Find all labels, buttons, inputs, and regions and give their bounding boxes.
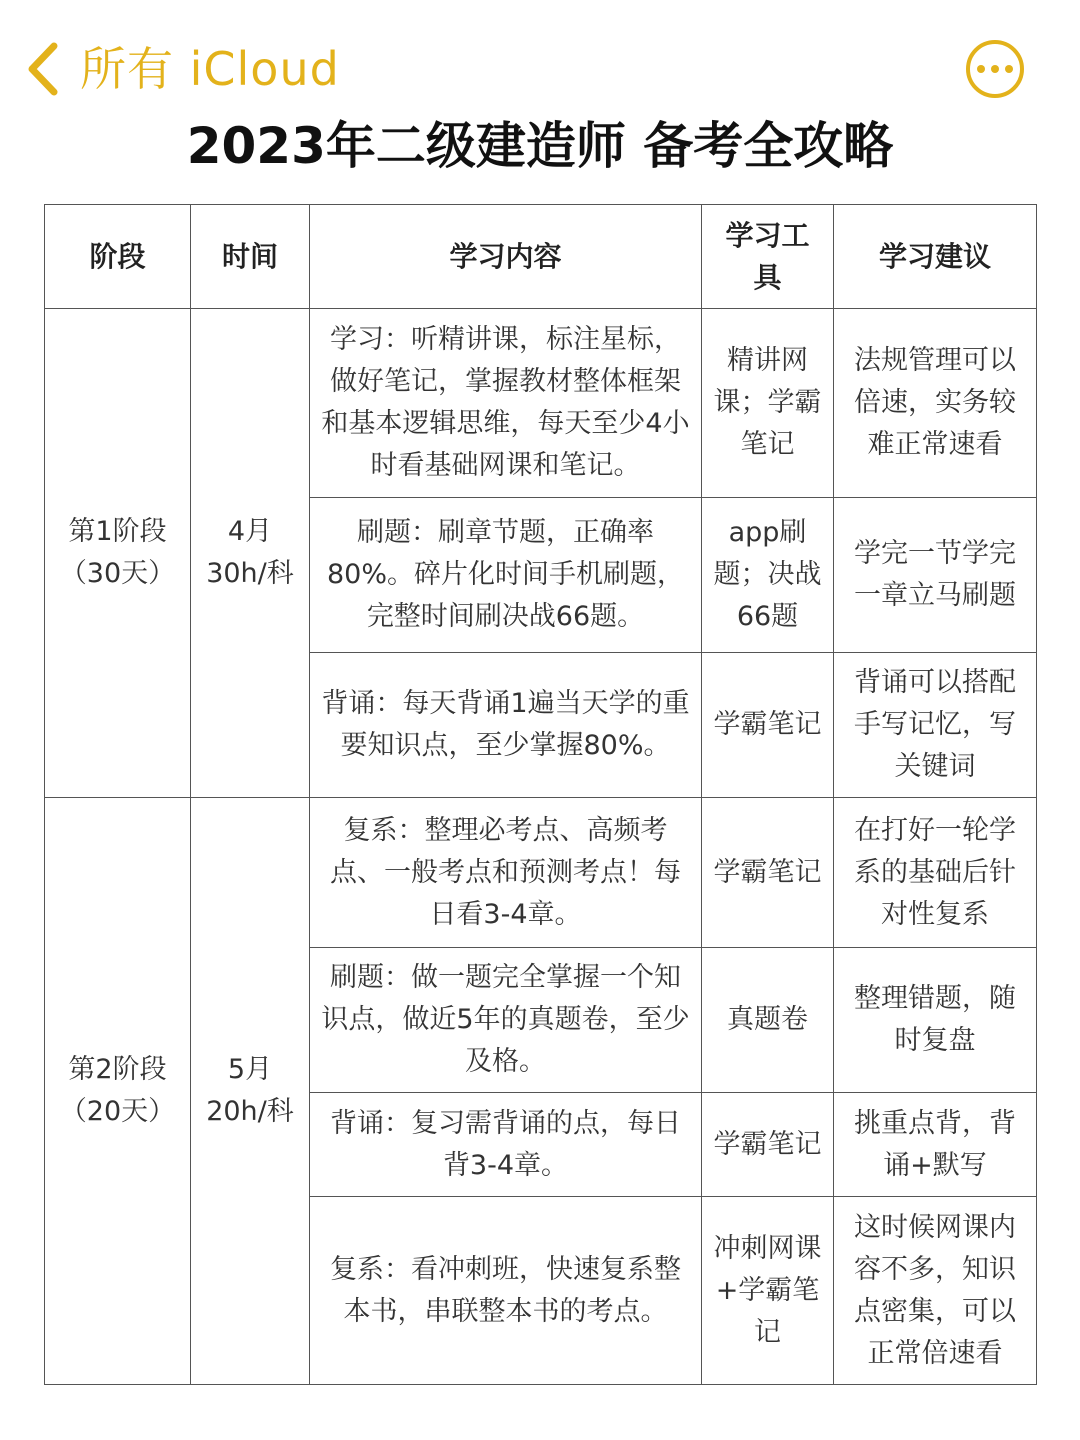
more-options-button[interactable] [966, 40, 1024, 98]
advice-cell: 学完一节学完一章立马刷题 [834, 498, 1037, 653]
advice-cell: 在打好一轮学系的基础后针对性复系 [834, 798, 1037, 948]
table-row [45, 798, 1037, 948]
content-cell: 复系：整理必考点、高频考点、一般考点和预测考点！每日看3-4章。 [310, 798, 702, 948]
tool-cell: 冲刺网课+学霸笔记 [702, 1197, 834, 1385]
content-cell: 学习：听精讲课，标注星标，做好笔记，掌握教材整体框架和基本逻辑思维，每天至少4小时看基础网课和笔记。 [310, 309, 702, 498]
header-content: 学习内容 [310, 205, 702, 309]
header-stage: 阶段 [45, 205, 191, 309]
back-button[interactable] [22, 36, 340, 102]
time-cell [191, 309, 310, 798]
tool-cell: 学霸笔记 [702, 653, 834, 798]
advice-cell: 整理错题，随时复盘 [834, 948, 1037, 1093]
advice-cell: 挑重点背，背诵+默写 [834, 1093, 1037, 1197]
content-cell: 背诵：复习需背诵的点，每日背3-4章。 [310, 1093, 702, 1197]
stage-label: 第1阶段 （30天） [59, 516, 176, 589]
time-label: 4月 30h/科 [206, 516, 294, 589]
study-plan-table [44, 204, 1037, 1385]
table-header-row [45, 205, 1037, 309]
stage-cell [45, 798, 191, 1385]
time-label: 5月 20h/科 [206, 1054, 294, 1127]
content-cell: 刷题：做一题完全掌握一个知识点，做近5年的真题卷，至少及格。 [310, 948, 702, 1093]
tool-cell: app刷题；决战66题 [702, 498, 834, 653]
chevron-left-icon [22, 40, 62, 98]
tool-cell: 学霸笔记 [702, 1093, 834, 1197]
header-tool: 学习工具 [702, 205, 834, 309]
tool-cell: 学霸笔记 [702, 798, 834, 948]
ellipsis-circle-icon [977, 65, 985, 73]
stage-cell [45, 309, 191, 798]
note-title: 2023年二级建造师 备考全攻略 [186, 117, 894, 175]
navigation-bar [0, 0, 1080, 110]
content-cell: 复系：看冲刺班，快速复系整本书，串联整本书的考点。 [310, 1197, 702, 1385]
header-advice: 学习建议 [834, 205, 1037, 309]
content-cell: 刷题：刷章节题，正确率80%。碎片化时间手机刷题，完整时间刷决战66题。 [310, 498, 702, 653]
content-cell: 背诵：每天背诵1遍当天学的重要知识点，至少掌握80%。 [310, 653, 702, 798]
back-label: 所有 iCloud [80, 42, 340, 96]
tool-cell: 精讲网课；学霸笔记 [702, 309, 834, 498]
advice-cell: 法规管理可以倍速，实务较难正常速看 [834, 309, 1037, 498]
advice-cell: 背诵可以搭配手写记忆，写关键词 [834, 653, 1037, 798]
header-time: 时间 [191, 205, 310, 309]
table-row [45, 309, 1037, 498]
advice-cell: 这时候网课内容不多，知识点密集，可以正常倍速看 [834, 1197, 1037, 1385]
tool-cell: 真题卷 [702, 948, 834, 1093]
stage-label: 第2阶段 （20天） [59, 1054, 176, 1127]
time-cell [191, 798, 310, 1385]
